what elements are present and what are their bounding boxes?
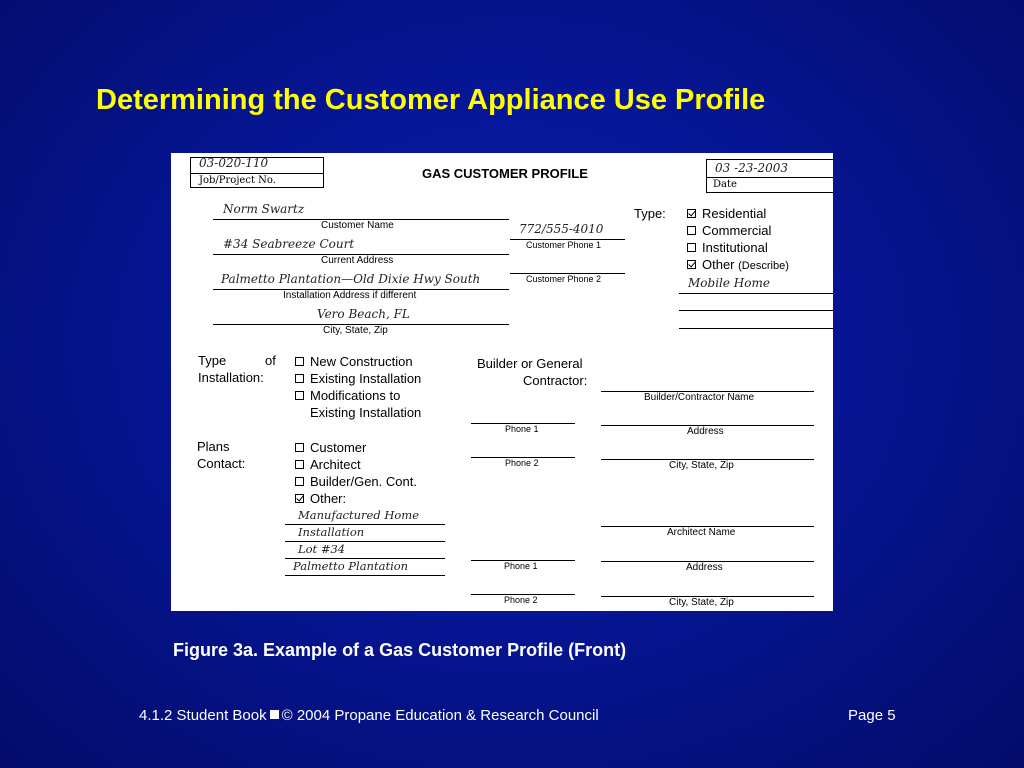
install-options [295,353,421,421]
builder-phone-1-label: Phone 1 [505,424,539,434]
customer-phone-1-value: 772/555-4010 [519,222,604,236]
plans-other-line-1: Manufactured Home [298,508,420,522]
type-option-commercial[interactable]: Commercial [687,222,789,239]
job-number-label: Job/Project No. [199,175,276,186]
form-heading: GAS CUSTOMER PROFILE [422,166,588,181]
plans-option-customer[interactable]: Customer [295,439,417,456]
customer-phone-2-label: Customer Phone 2 [526,274,602,284]
type-label: Type: [634,206,666,221]
install-type-label-a: Type [198,353,227,368]
type-other-value: Mobile Home [688,276,770,290]
checkbox-icon [295,357,304,366]
type-options [687,205,789,275]
current-address-label: Current Address [321,255,394,266]
builder-name-label: Builder/Contractor Name [644,392,755,403]
footer-left [139,707,599,724]
install-type-label-b: Installation: [198,370,264,385]
customer-name-label: Customer Name [321,220,394,231]
builder-label-b: Contractor: [523,373,588,388]
architect-phone-2-label: Phone 2 [504,595,538,605]
architect-name-label: Architect Name [667,527,736,538]
current-address-value: #34 Seabreeze Court [223,237,355,251]
plans-options [295,439,417,507]
plans-option-other[interactable]: Other: [295,490,417,507]
city-label: City, State, Zip [323,325,388,336]
architect-city-label: City, State, Zip [669,597,734,608]
checkbox-icon [687,209,696,218]
figure-caption: Figure 3a. Example of a Gas Customer Profile (Front) [173,640,627,660]
date-label: Date [713,179,737,190]
installation-address-label: Installation Address if different [283,290,417,301]
customer-name-value: Norm Swartz [223,202,305,216]
plans-option-architect[interactable]: Architect [295,456,417,473]
type-option-institutional[interactable]: Institutional [687,239,789,256]
checkbox-icon [295,374,304,383]
footer-copyright: © 2004 Propane Education & Research Council [281,707,599,724]
architect-address-label: Address [686,562,723,573]
plans-other-line-3: Lot #34 [298,542,346,556]
install-type-label-of: of [265,353,276,368]
customer-phone-1-label: Customer Phone 1 [526,240,602,250]
page-number: Page 5 [848,707,896,724]
footer-book: 4.1.2 Student Book [139,707,267,724]
checkbox-icon [295,477,304,486]
builder-city-label: City, State, Zip [669,460,734,471]
builder-label-a: Builder or General [477,356,583,371]
checkbox-icon [295,494,304,503]
checkbox-icon [687,260,696,269]
plans-label-a: Plans [197,439,230,454]
date-value: 03 -23-2003 [715,161,789,175]
square-bullet-icon [270,710,279,719]
type-option-residential[interactable]: Residential [687,205,789,222]
plans-label-b: Contact: [197,456,246,471]
install-option-modifications-cont: Existing Installation [310,405,422,420]
gas-customer-profile-form [171,153,833,611]
checkbox-icon [687,243,696,252]
installation-address-value: Palmetto Plantation—Old Dixie Hwy South [221,272,481,286]
checkbox-icon [295,391,304,400]
job-number-value: 03-020-110 [199,156,269,170]
architect-phone-1-label: Phone 1 [504,561,538,571]
slide-title: Determining the Customer Appliance Use Profile [96,84,766,116]
builder-address-label: Address [687,426,724,437]
install-option-modifications[interactable]: Modifications to [295,387,421,404]
install-option-existing[interactable]: Existing Installation [295,370,421,387]
plans-other-line-2: Installation [298,525,365,539]
plans-option-builder[interactable]: Builder/Gen. Cont. [295,473,417,490]
plans-other-line-4: Palmetto Plantation [293,559,409,573]
checkbox-icon [295,443,304,452]
checkbox-icon [687,226,696,235]
install-option-new[interactable]: New Construction [295,353,421,370]
type-option-other[interactable]: Other (Describe) [687,256,789,275]
city-value: Vero Beach, FL [317,307,410,321]
builder-phone-2-label: Phone 2 [505,458,539,468]
checkbox-icon [295,460,304,469]
